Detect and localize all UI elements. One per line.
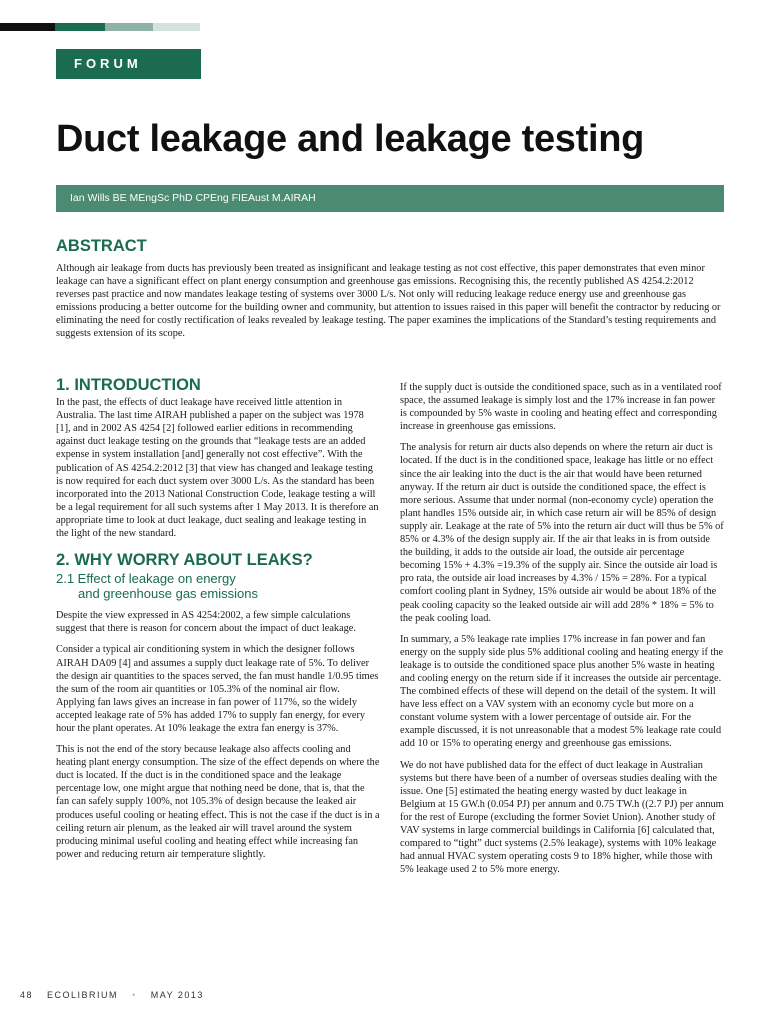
left-column [56, 376, 380, 869]
page-number: 48 [20, 990, 34, 1000]
subsection-heading [56, 571, 380, 601]
paragraph: Despite the view expressed in AS 4254:2002, a few simple calculations suggest that there is reason for concern about the impact of duct leakage. [56, 610, 356, 635]
paragraph: This is not the end of the story because leakage also affects cooling and heating plant energy consumption. The size of the effect depends on where the duct is located. If the duct is in the conditioned space and the leakage percentage low, one might argue that nothing need be done, that is, that the fan can safely supply 100%, not 105.3% of design because the leaked air produces useful cooling or heating effect. This is not the case if the duct is in a ceiling return air plenum, as the leaked air will travel around the system producing minimal useful cooling and heating effect while increasing fan power and reducing return air temperature slightly. [56, 744, 380, 860]
paragraph: If the supply duct is outside the conditioned space, such as in a ventilated roof space, the assumed leakage is simply lost and the 17% increase in fan power is compounded by 5% waste in cooling and heating effect and corresponding increase in greenhouse gas emissions. [400, 382, 722, 433]
paragraph: The analysis for return air ducts also depends on where the return air duct is located. If the duct is in the conditioned space, leakage has little or no effect since the air leaking into the duct is the air that would have been returned anyway. If the return air duct is outside the conditioned space, the effect is more serious. Assume that under normal (non-economy cycle) operation the plant handles 15% outside air, in which case return air will be 85% of design supply air. Leakage at the rate of 5% into the return air duct will thus be 5% of 85% or 4.3% of the design supply air. If the air that leaks in is from outside the building, it adds to the outside air load, the outside air percentage becoming 15% + 4.3% =19.3% of the supply air. Since the outside air load is pro rata, the outside air load increases by 4.3% / 15% = 28%. For a typical comfort cooling plant in Sydney, 15% outside air would be about 18% of the peak cooling capacity so the leaked outside air will add 28% * 18% = 5% to the peak cooling load. [400, 442, 724, 624]
page-footer [20, 990, 214, 1000]
subsection-heading-line: 2.1 Effect of leakage on energy [56, 571, 236, 587]
publication-name: ECOLIBRIUM [47, 990, 119, 1000]
abstract-text: Although air leakage from ducts has previously been treated as insignificant and leakage testing as not cost effective, this paper demonstrates that even minor leakage can have a significant effect on plant energy consumption and greenhouse gas emissions. Recognising this, the recently published AS 4254.2:2012 reverses past practice and now mandates leakage testing of systems over 3000 L/s. Not only will reducing leakage reduce energy use and greenhouse gas emissions producing a better outcome for the building owner and community, but attention to issues raised in this paper will benefit the contractor by reducing or eliminating the need for costly rectification of leaks revealed by leakage testing. The paper examines the implications of the Standard’s testing requirements and suggests extension of its scope. [56, 263, 721, 340]
abstract-heading: ABSTRACT [56, 237, 147, 255]
color-bar-segment [0, 23, 55, 31]
issue-date: MAY 2013 [150, 990, 204, 1000]
introduction-heading: 1. INTRODUCTION [56, 376, 201, 394]
paragraph: In summary, a 5% leakage rate implies 17% increase in fan power and fan energy on the supply side plus 5% additional cooling and heating energy if the leakage is to outside the conditioned space plus another 5% waste in heating and cooling energy on the return side if it increases the outside air percentage. The combined effects of these will depend on the detail of the system. It will have less effect on a VAV system with an economy cycle but more on a constant volume system with a lower percentage of outside air. For the example discussed, it is not unreasonable that a modest 5% leakage rate could add 10 or 15% to operating energy and greenhouse gas emissions. [400, 633, 724, 750]
top-color-bar [0, 23, 200, 31]
color-bar-segment [55, 23, 105, 31]
why-worry-heading: 2. WHY WORRY ABOUT LEAKS? [56, 551, 313, 570]
paragraph: In the past, the effects of duct leakage have received little attention in Australia. The last time AIRAH published a paper on the subject was 1978 [1], and in 2002 AS 4254 [2] followed earlier editions in recommending against duct leakage testing on the grounds that “leakage tests are an added expense in system installation [and] generally not cost effective”. With the publication of AS 4254.2:2012 [3] that view has changed and leakage testing is now required for each duct system over 3000 L/s. As the standard has been incorporated into the 2013 National Construction Code, leakage testing a will be a legal requirement for all such systems after 1 May 2013. It is therefore an appropriate time to look at duct leakage, duct sealing and leakage testing in the light of the new standard. [56, 397, 379, 540]
separator-dot: • [132, 990, 137, 1000]
right-column [400, 381, 724, 884]
author-bar: Ian Wills BE MEngSc PhD CPEng FIEAust M.AIRAH [56, 185, 724, 212]
article-title: Duct leakage and leakage testing [56, 118, 645, 160]
color-bar-segment [153, 23, 200, 31]
paragraph: Consider a typical air conditioning system in which the designer follows AIRAH DA09 [4] and assumes a supply duct leakage rate of 5%. To deliver the design air quantities to the spaces served, the fan must handle 1/0.95 times the sum of the room air quantities or 105.3% of the nominal air flow. Applying fan laws gives an increase in fan power of 117%, so the widely accepted leakage rate of 5% has added 17% to supply fan energy, for every hour the plant operates. At 10% leakage the extra fan energy is 37%. [56, 644, 379, 734]
color-bar-segment [105, 23, 153, 31]
subsection-heading-line: and greenhouse gas emissions [78, 586, 258, 602]
section-tag: FORUM [56, 49, 201, 79]
paragraph: We do not have published data for the effect of duct leakage in Australian systems but there have been of a number of overseas studies dealing with the issue. One [5] estimated the heating energy wasted by duct leakage in Belgium at 15 GW.h (0.054 PJ) per annum and 0.75 TW.h ((2.7 PJ) per annum for the rest of Europe (excluding the former Soviet Union). Another study of VAV systems in large commercial buildings in California [6] calculated that, compared to “tight” duct systems (2.5% leakage), systems with 10% leakage had annual HVAC system operating costs 9 to 18% higher, while those with 5% leakage used 2 to 5% more energy. [400, 759, 724, 876]
